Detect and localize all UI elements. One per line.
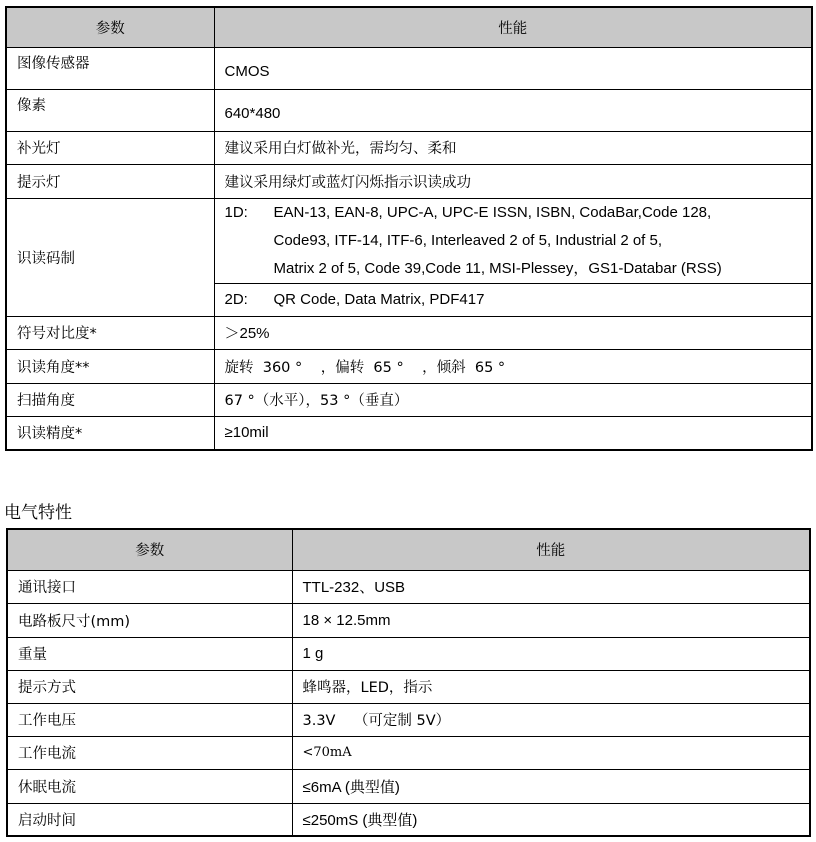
table-row (6, 131, 812, 164)
table-row (6, 89, 812, 131)
table-row (6, 198, 812, 283)
row-label-precision: 识读精度* (6, 416, 214, 450)
table-header-row (6, 7, 812, 47)
row-label-sleep-current: 休眠电流 (7, 769, 292, 803)
table-row (6, 316, 812, 349)
row-value-precision: ≥10mil (214, 416, 812, 450)
row-label-board-size: 电路板尺寸(mm) (7, 603, 292, 637)
row-value-voltage: 3.3V （可定制 5V） (292, 703, 810, 736)
row-label-symbologies: 识读码制 (6, 198, 214, 316)
row-value-pixels: 640*480 (214, 89, 812, 131)
row-label-interface: 通讯接口 (7, 570, 292, 603)
codes-1d-line3: Matrix 2 of 5, Code 39,Code 11, MSI-Plessey，GS1-Databar (RSS) (273, 259, 722, 277)
table-row (7, 703, 810, 736)
row-value-1d-symbologies (214, 198, 812, 283)
row-value-startup-time: ≤250mS (典型值) (292, 803, 810, 836)
row-value-2d-symbologies (214, 283, 812, 316)
table-row (7, 670, 810, 703)
table-header-row (7, 529, 810, 570)
header-performance: 性能 (214, 7, 812, 47)
row-label-voltage: 工作电压 (7, 703, 292, 736)
row-label-contrast: 符号对比度* (6, 316, 214, 349)
codes-1d-line2: Code93, ITF-14, ITF-6, Interleaved 2 of 5, Industrial 2 of 5, (273, 231, 663, 249)
row-label-startup-time: 启动时间 (7, 803, 292, 836)
row-label-current: 工作电流 (7, 736, 292, 769)
row-value-indicator-light: 建议采用绿灯或蓝灯闪烁指示识读成功 (214, 164, 812, 198)
row-label-prompt-mode: 提示方式 (7, 670, 292, 703)
code-line-1d-3 (225, 255, 812, 283)
table-row (7, 803, 810, 836)
table-row (6, 416, 812, 450)
header-performance: 性能 (292, 529, 810, 570)
table-row (7, 603, 810, 637)
row-label-read-angle: 识读角度** (6, 349, 214, 383)
row-value-sleep-current: ≤6mA (典型值) (292, 769, 810, 803)
header-param: 参数 (6, 7, 214, 47)
row-value-fill-light: 建议采用白灯做补光，需均匀、柔和 (214, 131, 812, 164)
code-line-1d-1 (225, 199, 812, 227)
row-label-scan-angle: 扫描角度 (6, 383, 214, 416)
table-row (6, 164, 812, 198)
electrical-spec-table (6, 528, 811, 837)
row-value-read-angle: 旋转 360 ° ，偏转 65 ° ，倾斜 65 ° (214, 349, 812, 383)
row-label-fill-light: 补光灯 (6, 131, 214, 164)
row-label-pixels: 像素 (6, 89, 214, 131)
row-value-board-size: 18 × 12.5mm (292, 603, 810, 637)
row-value-interface: TTL-232、USB (292, 570, 810, 603)
row-label-weight: 重量 (7, 637, 292, 670)
codes-2d: QR Code, Data Matrix, PDF417 (273, 290, 485, 308)
row-value-prompt-mode: 蜂鸣器，LED，指示 (292, 670, 810, 703)
codes-1d-line1: EAN-13, EAN-8, UPC-A, UPC-E ISSN, ISBN, CodaBar,Code 128, (273, 203, 712, 221)
prefix-1d: 1D: (224, 203, 248, 221)
row-value-contrast: ＞25% (214, 316, 812, 349)
table-row (7, 570, 810, 603)
row-value-sensor: CMOS (214, 47, 812, 89)
row-value-current: <70mA (292, 736, 810, 769)
row-value-scan-angle: 67 °（水平），53 °（垂直） (214, 383, 812, 416)
code-line-1d-2 (225, 227, 812, 255)
row-value-weight: 1 g (292, 637, 810, 670)
row-label-sensor: 图像传感器 (6, 47, 214, 89)
table-row (6, 349, 812, 383)
table-row (7, 637, 810, 670)
table-row (6, 47, 812, 89)
prefix-2d: 2D: (224, 290, 248, 308)
header-param: 参数 (7, 529, 292, 570)
optical-spec-table (5, 6, 813, 451)
table-row (6, 383, 812, 416)
section-title-electrical: 电气特性 (4, 503, 72, 523)
table-row (7, 769, 810, 803)
table-row (7, 736, 810, 769)
row-label-indicator-light: 提示灯 (6, 164, 214, 198)
